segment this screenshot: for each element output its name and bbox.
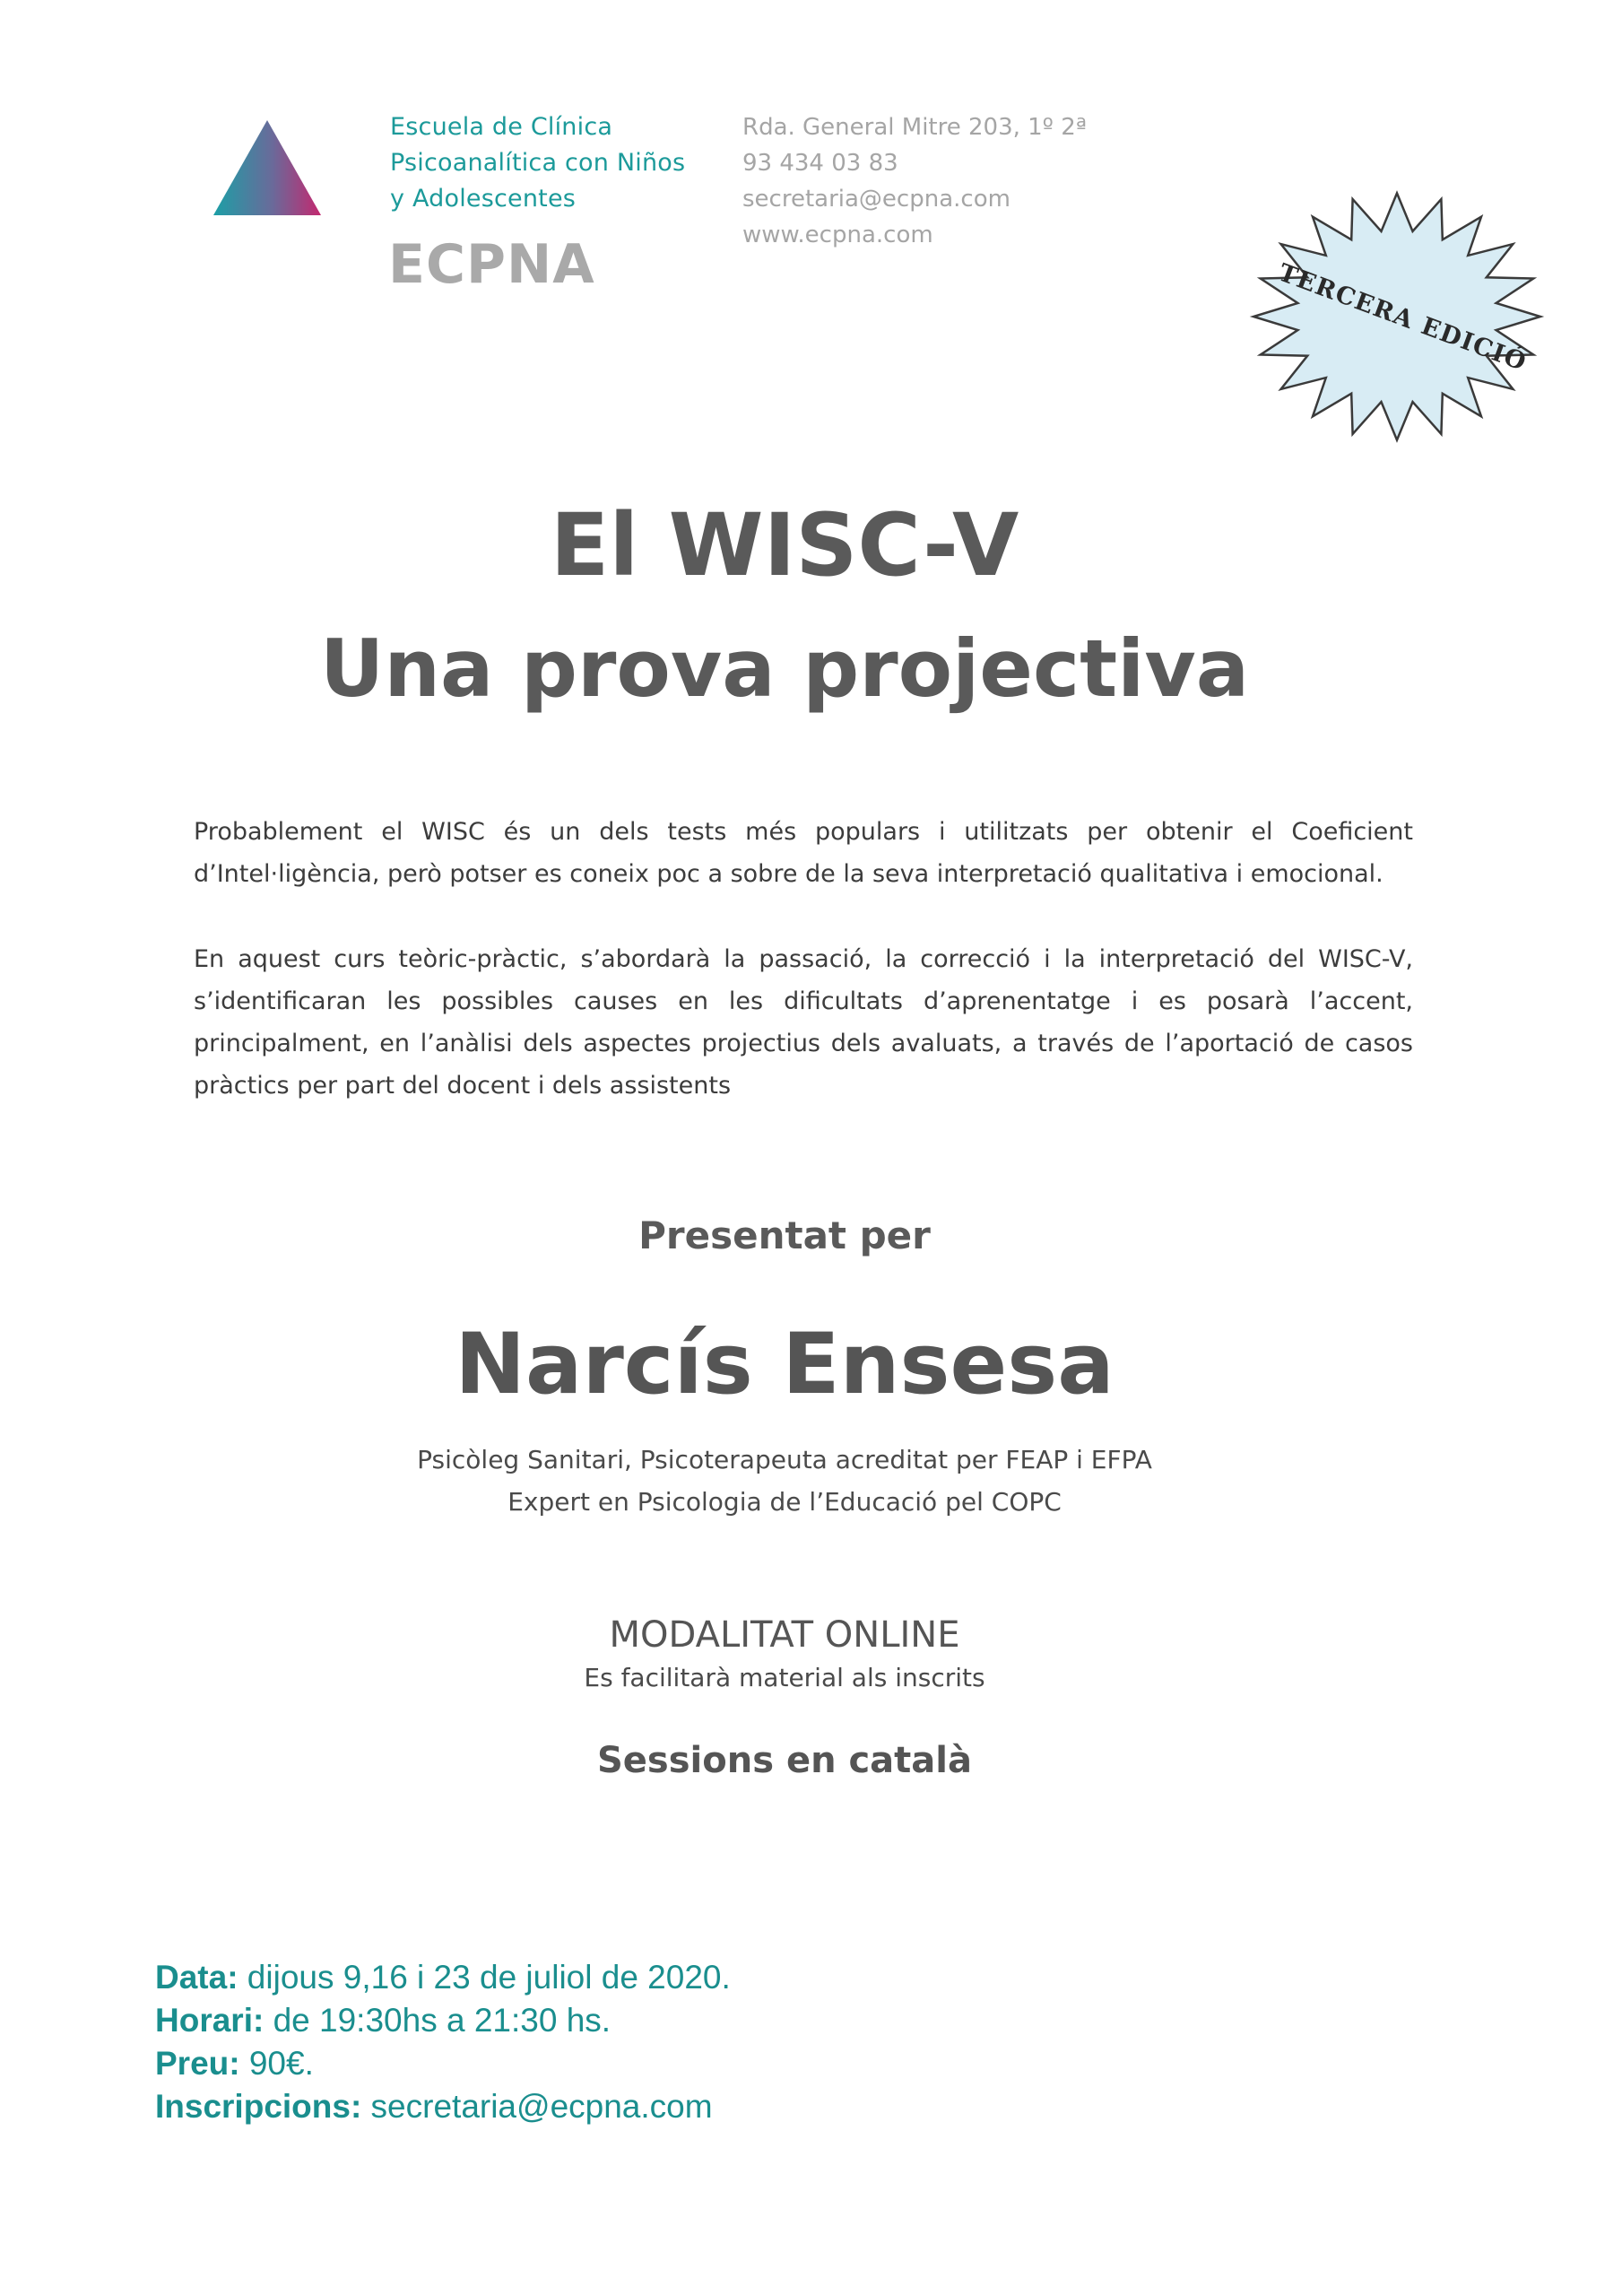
material-note: Es facilitarà material als inscrits [584,1663,985,1692]
org-name-line: y Adolescentes [390,185,577,213]
course-details [155,1956,731,2128]
edition-badge [1236,178,1558,456]
detail-value: secretaria@ecpna.com [361,2088,713,2125]
intro-paragraph: Probablement el WISC és un dels tests més populars i utilitzats per obtenir el Coeficient d’Intel·ligència, però potser es coneix poc a sobre de la seva interpretació qualitativa i emocional. [194,818,1413,888]
presenter-credential: Expert en Psicologia de l’Educació pel COPC [507,1487,1062,1517]
presenter-name: Narcís Ensesa [455,1316,1115,1413]
modality-label: MODALITAT ONLINE [609,1614,960,1656]
detail-registration [155,2085,731,2128]
contact-email: secretaria@ecpna.com [742,186,1010,213]
ecpna-logo-icon [212,118,323,217]
contact-website: www.ecpna.com [742,222,933,248]
detail-date [155,1956,731,1999]
detail-price [155,2042,731,2085]
presenter-credential: Psicòleg Sanitari, Psicoterapeuta acreditat per FEAP i EFPA [417,1445,1152,1474]
language-note: Sessions en català [596,1740,972,1781]
detail-label: Preu: [155,2045,240,2082]
detail-label: Horari: [155,2002,265,2039]
course-title: El WISC-V [550,495,1019,596]
contact-block [742,109,1087,253]
detail-value: de 19:30hs a 21:30 hs. [264,2002,612,2039]
detail-label: Inscripcions: [155,2088,362,2125]
detail-schedule [155,1999,731,2042]
organization-name [390,109,685,217]
detail-value: 90€. [239,2045,314,2082]
edition-badge-text: TERCERA EDICIÓ [1274,258,1531,378]
contact-address: Rda. General Mitre 203, 1º 2ª [742,114,1087,141]
org-name-line: Psicoanalítica con Niños [390,149,686,177]
contact-phone: 93 434 03 83 [742,150,898,177]
presented-by-label: Presentat per [638,1213,931,1257]
detail-label: Data: [155,1959,239,1996]
organization-acronym: ECPNA [388,233,595,296]
description-paragraph: En aquest curs teòric-pràctic, s’abordarà la passació, la correcció i la interpretació del WISC-V, s’identificaran les possibles causes en les dificultats d’aprenentatge i es posarà l’accent, principalment, en l’anàlisi dels aspectes projectius dels avaluats, a través de l’aportació de casos pràctics per part del docent i dels assistents [194,945,1413,1100]
org-name-line: Escuela de Clínica [390,113,613,141]
detail-value: dijous 9,16 i 23 de juliol de 2020. [238,1959,731,1996]
course-subtitle: Una prova projectiva [319,622,1250,715]
